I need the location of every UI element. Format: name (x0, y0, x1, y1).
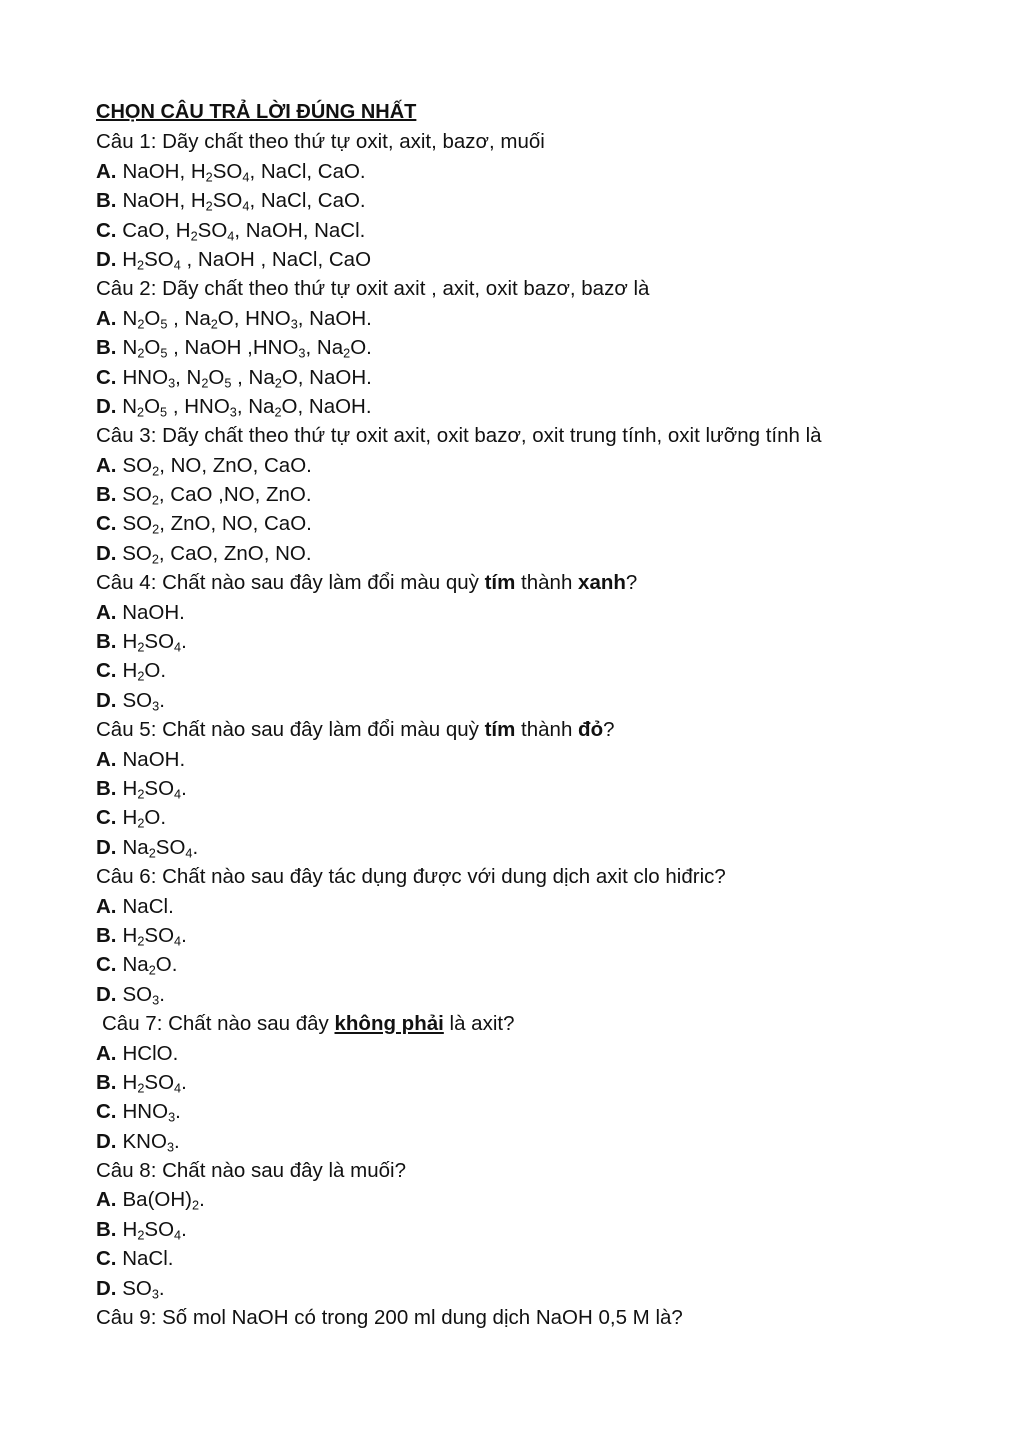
option-label: B. (96, 1217, 117, 1241)
option-text: SO (122, 982, 153, 1006)
option-text: . (175, 1100, 181, 1124)
subscript: 2 (151, 551, 159, 567)
subscript: 4 (174, 1227, 182, 1243)
option-text: , HNO (167, 394, 230, 418)
option-label: B. (96, 483, 117, 507)
subscript: 2 (137, 316, 145, 332)
option-text: H (122, 1217, 138, 1241)
option-text: NaCl. (122, 1247, 174, 1271)
answer-option[interactable] (96, 539, 976, 568)
subscript: 4 (174, 786, 182, 802)
option-label: A. (96, 600, 117, 624)
answer-option[interactable] (96, 363, 976, 392)
option-text: , NaOH. (297, 306, 372, 330)
subscript: 3 (168, 1109, 176, 1125)
subscript: 2 (137, 345, 145, 361)
option-text: , Na (236, 394, 275, 418)
question-text-segment: Câu 1: Dãy chất theo thứ tự oxit, axit, bazơ, muối (96, 130, 545, 154)
option-text: N (122, 336, 138, 360)
subscript: 2 (152, 522, 160, 538)
subscript: 2 (274, 375, 282, 391)
answer-option[interactable] (96, 833, 976, 862)
subscript: 3 (151, 1286, 159, 1302)
question-1 (96, 127, 976, 274)
option-label: D. (96, 541, 117, 565)
option-text: , Na (231, 365, 275, 389)
option-label: C. (96, 1247, 117, 1271)
subscript: 2 (152, 463, 160, 479)
option-text: SO (122, 512, 153, 536)
document-content (96, 98, 976, 1332)
answer-option[interactable] (96, 598, 976, 627)
question-text-segment: thành (515, 718, 579, 742)
subscript: 5 (160, 404, 168, 420)
subscript: 5 (224, 375, 232, 391)
subscript: 3 (290, 316, 298, 332)
question-text-segment: Câu 8: Chất nào sau đây là muối? (96, 1159, 406, 1183)
answer-option[interactable] (96, 1244, 976, 1273)
subscript: 2 (148, 962, 156, 978)
option-text: , Na (167, 306, 211, 330)
subscript: 5 (160, 345, 168, 361)
option-text: SO (155, 835, 186, 859)
question-7 (96, 1009, 976, 1156)
option-text: . (192, 835, 199, 859)
option-label: B. (96, 776, 117, 800)
question-6 (96, 862, 976, 1009)
option-text: NaOH. (122, 600, 185, 624)
answer-option[interactable] (96, 333, 976, 362)
option-text: . (159, 688, 165, 712)
option-label: B. (96, 630, 117, 654)
subscript: 4 (174, 639, 182, 655)
option-text: SO (144, 630, 175, 654)
option-text: SO (197, 218, 228, 242)
emphasis-text: tím (484, 571, 516, 595)
question-text-segment: Câu 6: Chất nào sau đây tác dụng được với dung dịch axit clo hiđric? (96, 865, 726, 889)
subscript: 3 (152, 992, 160, 1008)
option-label: B. (96, 923, 117, 947)
option-label: B. (96, 1070, 117, 1094)
answer-option[interactable] (96, 157, 976, 186)
answer-option[interactable] (96, 1274, 976, 1303)
option-text: H (122, 659, 138, 683)
option-label: A. (96, 159, 117, 183)
option-text: . (159, 982, 165, 1006)
question-text (96, 1303, 976, 1332)
option-text: . (181, 1070, 187, 1094)
subscript: 2 (137, 786, 145, 802)
option-text: O. (144, 806, 167, 830)
option-text: , NaOH, NaCl. (234, 218, 366, 242)
option-label: B. (96, 336, 117, 360)
emphasis-text: tím (484, 718, 516, 742)
subscript: 4 (185, 845, 193, 861)
option-text: . (158, 1276, 165, 1300)
subscript: 4 (174, 933, 182, 949)
option-text: , NaOH ,HNO (167, 336, 299, 360)
answer-option[interactable] (96, 980, 976, 1009)
option-text: Na (122, 953, 149, 977)
option-text: . (181, 1217, 187, 1241)
question-text (96, 127, 976, 156)
option-text: NaOH. (122, 747, 186, 771)
option-label: D. (96, 247, 117, 271)
option-text: NaOH, H (122, 159, 206, 183)
answer-option[interactable] (96, 392, 976, 421)
subscript: 2 (137, 1080, 145, 1096)
subscript: 4 (173, 257, 181, 273)
option-label: D. (96, 835, 117, 859)
question-text (96, 1156, 976, 1185)
option-label: C. (96, 659, 117, 683)
option-text: O. (144, 659, 167, 683)
subscript: 4 (242, 169, 250, 185)
subscript: 2 (191, 1198, 200, 1213)
option-text: , NaOH , NaCl, CaO (180, 247, 372, 271)
option-text: HNO (122, 1100, 169, 1124)
answer-option[interactable] (96, 1185, 976, 1214)
subscript: 2 (137, 639, 145, 655)
answer-option[interactable] (96, 509, 976, 538)
answer-option[interactable] (96, 921, 976, 950)
question-2 (96, 274, 976, 421)
option-text: SO (212, 189, 243, 213)
option-label: C. (96, 1100, 117, 1124)
option-text: , NaCl, CaO. (249, 159, 366, 183)
option-text: H (122, 247, 138, 271)
option-text: N (122, 394, 138, 418)
answer-option[interactable] (96, 627, 976, 656)
subscript: 2 (201, 375, 209, 391)
option-text: H (122, 776, 138, 800)
question-text-segment: Câu 5: Chất nào sau đây làm đổi màu quỳ (96, 718, 485, 742)
subscript: 2 (343, 345, 351, 361)
answer-option[interactable] (96, 774, 976, 803)
answer-option[interactable] (96, 686, 976, 715)
question-text-segment: Câu 2: Dãy chất theo thứ tự oxit axit , axit, oxit bazơ, bazơ là (96, 277, 650, 301)
option-text: SO (212, 159, 243, 183)
option-text: Ba(OH) (122, 1188, 192, 1212)
question-text-segment: là axit? (443, 1012, 515, 1036)
option-text: SO (144, 1217, 175, 1241)
answer-option[interactable] (96, 950, 976, 979)
option-text: H (122, 1070, 138, 1094)
answer-option[interactable] (96, 745, 976, 774)
option-text: , N (175, 365, 202, 389)
subscript: 3 (229, 404, 237, 420)
option-text: O. (155, 953, 178, 977)
option-text: SO (122, 688, 153, 712)
subscript: 3 (152, 698, 160, 714)
question-text-segment: ? (603, 718, 615, 742)
option-text: SO (144, 1070, 175, 1094)
question-text (96, 715, 976, 744)
subscript: 2 (274, 404, 282, 420)
answer-option[interactable] (96, 186, 976, 215)
question-5 (96, 715, 976, 862)
question-list (96, 127, 976, 1332)
subscript: 2 (205, 169, 213, 185)
option-label: C. (96, 806, 117, 830)
question-text-segment: Câu 7: Chất nào sau đây (102, 1012, 335, 1036)
option-text: O. (350, 336, 372, 360)
answer-option[interactable] (96, 216, 976, 245)
question-9 (96, 1303, 976, 1332)
option-label: D. (96, 982, 117, 1006)
subscript: 3 (166, 1139, 175, 1155)
subscript: 3 (298, 345, 306, 361)
option-label: C. (96, 365, 117, 389)
option-text: HNO (122, 365, 169, 389)
option-text: . (181, 630, 187, 654)
subscript: 2 (148, 845, 156, 861)
subscript: 2 (137, 933, 145, 949)
subscript: 2 (137, 404, 145, 420)
question-text (96, 862, 976, 891)
question-text (96, 568, 976, 597)
option-label: A. (96, 894, 117, 918)
question-text-segment: Câu 9: Số mol NaOH có trong 200 ml dung dịch NaOH 0,5 M là? (96, 1306, 683, 1330)
subscript: 2 (137, 257, 145, 273)
option-label: A. (96, 1188, 117, 1212)
option-text: N (122, 306, 138, 330)
answer-option[interactable] (96, 304, 976, 333)
subscript: 2 (210, 316, 218, 332)
option-text: , CaO, ZnO, NO. (158, 541, 312, 565)
question-text-segment: Câu 3: Dãy chất theo thứ tự oxit axit, oxit bazơ, oxit trung tính, oxit lưỡng tính là (96, 424, 822, 448)
option-text: SO (144, 923, 175, 947)
option-text: , NaCl, CaO. (249, 189, 366, 213)
subscript: 2 (137, 815, 145, 831)
answer-option[interactable] (96, 1127, 976, 1156)
subscript: 2 (190, 228, 198, 244)
option-text: O (208, 365, 225, 389)
subscript: 2 (151, 492, 159, 508)
subscript: 3 (168, 375, 176, 391)
option-label: D. (96, 394, 117, 418)
option-label: C. (96, 512, 117, 536)
subscript: 4 (174, 1080, 182, 1096)
option-label: C. (96, 953, 117, 977)
option-text: O (144, 336, 161, 360)
question-text (96, 1009, 976, 1038)
option-text: . (199, 1188, 205, 1212)
emphasis-text: xanh (578, 571, 626, 595)
option-text: , Na (305, 336, 344, 360)
question-text-segment: ? (625, 571, 638, 595)
answer-option[interactable] (96, 480, 976, 509)
option-text: Na (122, 835, 149, 859)
option-text: NaOH, H (122, 189, 206, 213)
option-text: SO (122, 1276, 152, 1300)
option-label: D. (96, 688, 117, 712)
option-text: H (122, 806, 138, 830)
option-text: O, HNO (217, 306, 291, 330)
option-text: O (144, 306, 161, 330)
option-text: H (122, 630, 138, 654)
answer-option[interactable] (96, 245, 976, 274)
subscript: 2 (205, 198, 213, 214)
option-text: H (122, 923, 138, 947)
option-label: D. (96, 1129, 117, 1153)
option-label: B. (96, 189, 117, 213)
option-text: , NO, ZnO, CaO. (159, 453, 312, 477)
answer-option[interactable] (96, 1215, 976, 1244)
option-text: HClO. (122, 1041, 179, 1065)
option-text: SO (144, 776, 175, 800)
question-text-segment: thành (515, 571, 579, 595)
option-label: A. (96, 1041, 117, 1065)
option-label: A. (96, 453, 117, 477)
option-label: A. (96, 747, 117, 771)
option-text: . (174, 1129, 180, 1153)
option-text: . (181, 923, 187, 947)
option-label: A. (96, 306, 117, 330)
answer-option[interactable] (96, 1068, 976, 1097)
answer-option[interactable] (96, 803, 976, 832)
answer-option[interactable] (96, 892, 976, 921)
option-text: SO (122, 483, 152, 507)
option-text: O, NaOH. (281, 365, 372, 389)
option-text: SO (122, 541, 152, 565)
question-8 (96, 1156, 976, 1303)
answer-option[interactable] (96, 451, 976, 480)
document-heading: CHỌN CÂU TRẢ LỜI ĐÚNG NHẤT (96, 101, 417, 123)
option-text: CaO, H (122, 218, 191, 242)
answer-option[interactable] (96, 1097, 976, 1126)
subscript: 4 (227, 228, 235, 244)
option-text: SO (144, 247, 174, 271)
option-text: . (181, 776, 187, 800)
option-text: , ZnO, NO, CaO. (159, 512, 312, 536)
subscript: 2 (137, 1227, 145, 1243)
option-text: SO (122, 453, 153, 477)
option-label: C. (96, 218, 117, 242)
option-text: KNO (122, 1129, 167, 1153)
option-text: , CaO ,NO, ZnO. (158, 483, 312, 507)
answer-option[interactable] (96, 656, 976, 685)
option-text: O (144, 394, 161, 418)
question-text-segment: Câu 4: Chất nào sau đây làm đổi màu quỳ (96, 571, 485, 595)
question-text (96, 421, 976, 450)
question-4 (96, 568, 976, 715)
subscript: 4 (242, 198, 250, 214)
subscript: 5 (160, 316, 168, 332)
subscript: 2 (137, 668, 145, 684)
emphasis-text: không phải (334, 1012, 444, 1036)
option-text: O, NaOH. (281, 394, 372, 418)
option-text: NaCl. (122, 894, 174, 918)
emphasis-text: đỏ (578, 718, 604, 742)
answer-option[interactable] (96, 1039, 976, 1068)
option-label: D. (96, 1276, 117, 1300)
question-3 (96, 421, 976, 568)
question-text (96, 274, 976, 303)
